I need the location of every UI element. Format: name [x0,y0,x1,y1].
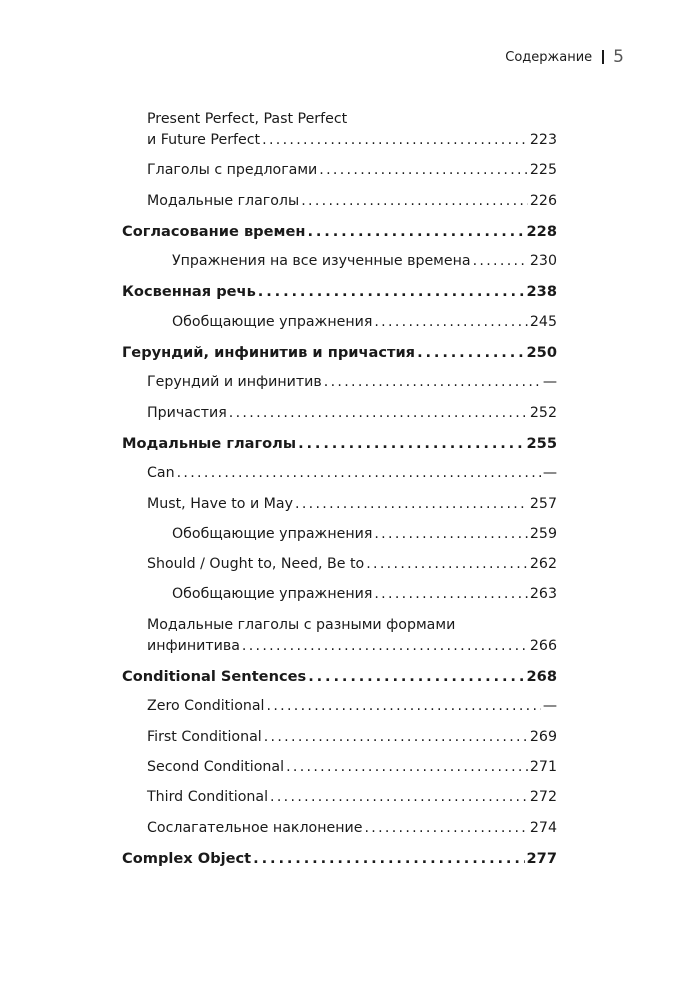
toc-entry-page: 274 [529,819,557,836]
toc-entry[interactable] [122,251,557,281]
dot-leader [253,848,524,869]
dot-leader [473,251,528,272]
running-head [505,47,624,67]
table-of-contents [122,109,557,878]
toc-entry-page: 262 [529,556,557,573]
toc-entry-page: 226 [529,192,557,209]
toc-entry-title: Согласование времен [122,222,306,240]
divider-bar [602,50,604,64]
toc-entry-title: Обобщающие упражнения [172,313,373,330]
toc-entry[interactable] [122,463,557,493]
dot-leader [417,342,524,363]
dot-leader [324,372,541,393]
toc-entry-title: Причастия [147,404,227,421]
toc-entry-title: Модальные глаголы [147,192,300,209]
toc-entry[interactable] [122,221,557,251]
page-number: 5 [613,47,624,67]
toc-entry[interactable] [122,160,557,190]
toc-entry-title: Сослагательное наклонение [147,819,363,836]
toc-entry[interactable] [122,281,557,311]
toc-entry-page: — [542,698,557,715]
toc-entry-page: 228 [526,222,557,240]
dot-leader [319,160,528,181]
dot-leader [307,221,524,242]
toc-entry-page: 245 [529,313,557,330]
toc-entry[interactable] [122,584,557,614]
dot-leader [366,554,528,575]
toc-entry-page: 272 [529,789,557,806]
dot-leader [267,696,541,717]
dot-leader [242,636,528,657]
toc-entry-page: 250 [526,344,557,362]
toc-entry-title: Should / Ought to, Need, Be to [147,556,365,573]
toc-entry-page: 223 [529,132,557,148]
toc-entry[interactable] [122,787,557,817]
toc-entry-title: Complex Object [122,849,252,867]
toc-entry-page: 259 [529,525,557,542]
dot-leader [295,494,528,515]
toc-entry-title: Second Conditional [147,758,285,775]
toc-entry-title: Third Conditional [147,789,269,806]
toc-entry-page: 255 [526,434,557,452]
dot-leader [374,584,528,605]
dot-leader [177,463,541,484]
toc-entry[interactable] [122,372,557,402]
toc-entry-title: и Future Perfect [147,132,261,148]
toc-entry-title: Упражнения на все изученные времена [172,253,471,270]
toc-entry-page: 252 [529,404,557,421]
dot-leader [264,727,528,748]
toc-entry-title: Глаголы с предлогами [147,162,318,179]
toc-entry-page: 230 [529,253,557,270]
toc-entry[interactable] [122,524,557,554]
section-title: Содержание [505,49,593,65]
toc-entry-title: Обобщающие упражнения [172,586,373,603]
dot-leader [364,818,527,839]
dot-leader [308,666,524,687]
dot-leader [374,524,528,545]
toc-entry[interactable] [122,666,557,696]
toc-entry-title: Герундий, инфинитив и причастия [122,344,416,362]
toc-entry-title: Косвенная речь [122,283,256,301]
toc-entry-title: Must, Have to и May [147,495,294,512]
toc-entry-title: Conditional Sentences [122,668,307,686]
toc-entry[interactable] [122,818,557,848]
toc-entry-page: — [542,374,557,391]
toc-entry-page: 238 [526,283,557,301]
toc-entry-page: 271 [529,758,557,775]
toc-entry-title: Zero Conditional [147,698,265,715]
toc-entry-page: 266 [529,637,557,654]
toc-entry-title-line1: Модальные глаголы с разными формами [147,616,456,633]
toc-entry-page: 268 [526,668,557,686]
toc-entry[interactable] [122,696,557,726]
toc-entry[interactable] [122,757,557,787]
toc-entry[interactable] [122,312,557,342]
toc-entry-page: 225 [529,162,557,179]
toc-entry-line [122,109,557,130]
dot-leader [262,130,528,151]
toc-entry-title: Обобщающие упражнения [172,525,373,542]
toc-entry[interactable] [122,191,557,221]
toc-entry[interactable] [122,433,557,463]
toc-entry-page: 257 [529,495,557,512]
dot-leader [229,403,528,424]
dot-leader [301,191,528,212]
toc-entry-line [122,615,557,636]
dot-leader [258,281,525,302]
toc-entry-page: 263 [529,586,557,603]
toc-entry[interactable] [122,342,557,372]
toc-entry-title: First Conditional [147,728,262,745]
toc-entry[interactable] [122,554,557,584]
toc-entry-page: 277 [526,849,557,867]
toc-entry[interactable] [122,403,557,433]
dot-leader [298,433,524,454]
toc-entry[interactable] [122,727,557,757]
toc-entry[interactable] [122,848,557,878]
toc-entry[interactable] [122,636,557,666]
toc-entry-page: — [542,465,557,482]
toc-entry-page: 269 [529,728,557,745]
toc-entry-title: Герундий и инфинитив [147,374,322,391]
toc-entry[interactable] [122,130,557,160]
dot-leader [286,757,528,778]
dot-leader [270,787,528,808]
toc-entry-title: Can [147,465,175,482]
dot-leader [374,312,528,333]
toc-entry-title: Модальные глаголы [122,434,297,452]
toc-entry[interactable] [122,494,557,524]
toc-entry-title-line1: Present Perfect, Past Perfect [147,111,348,127]
toc-entry-title: инфинитива [147,637,240,654]
